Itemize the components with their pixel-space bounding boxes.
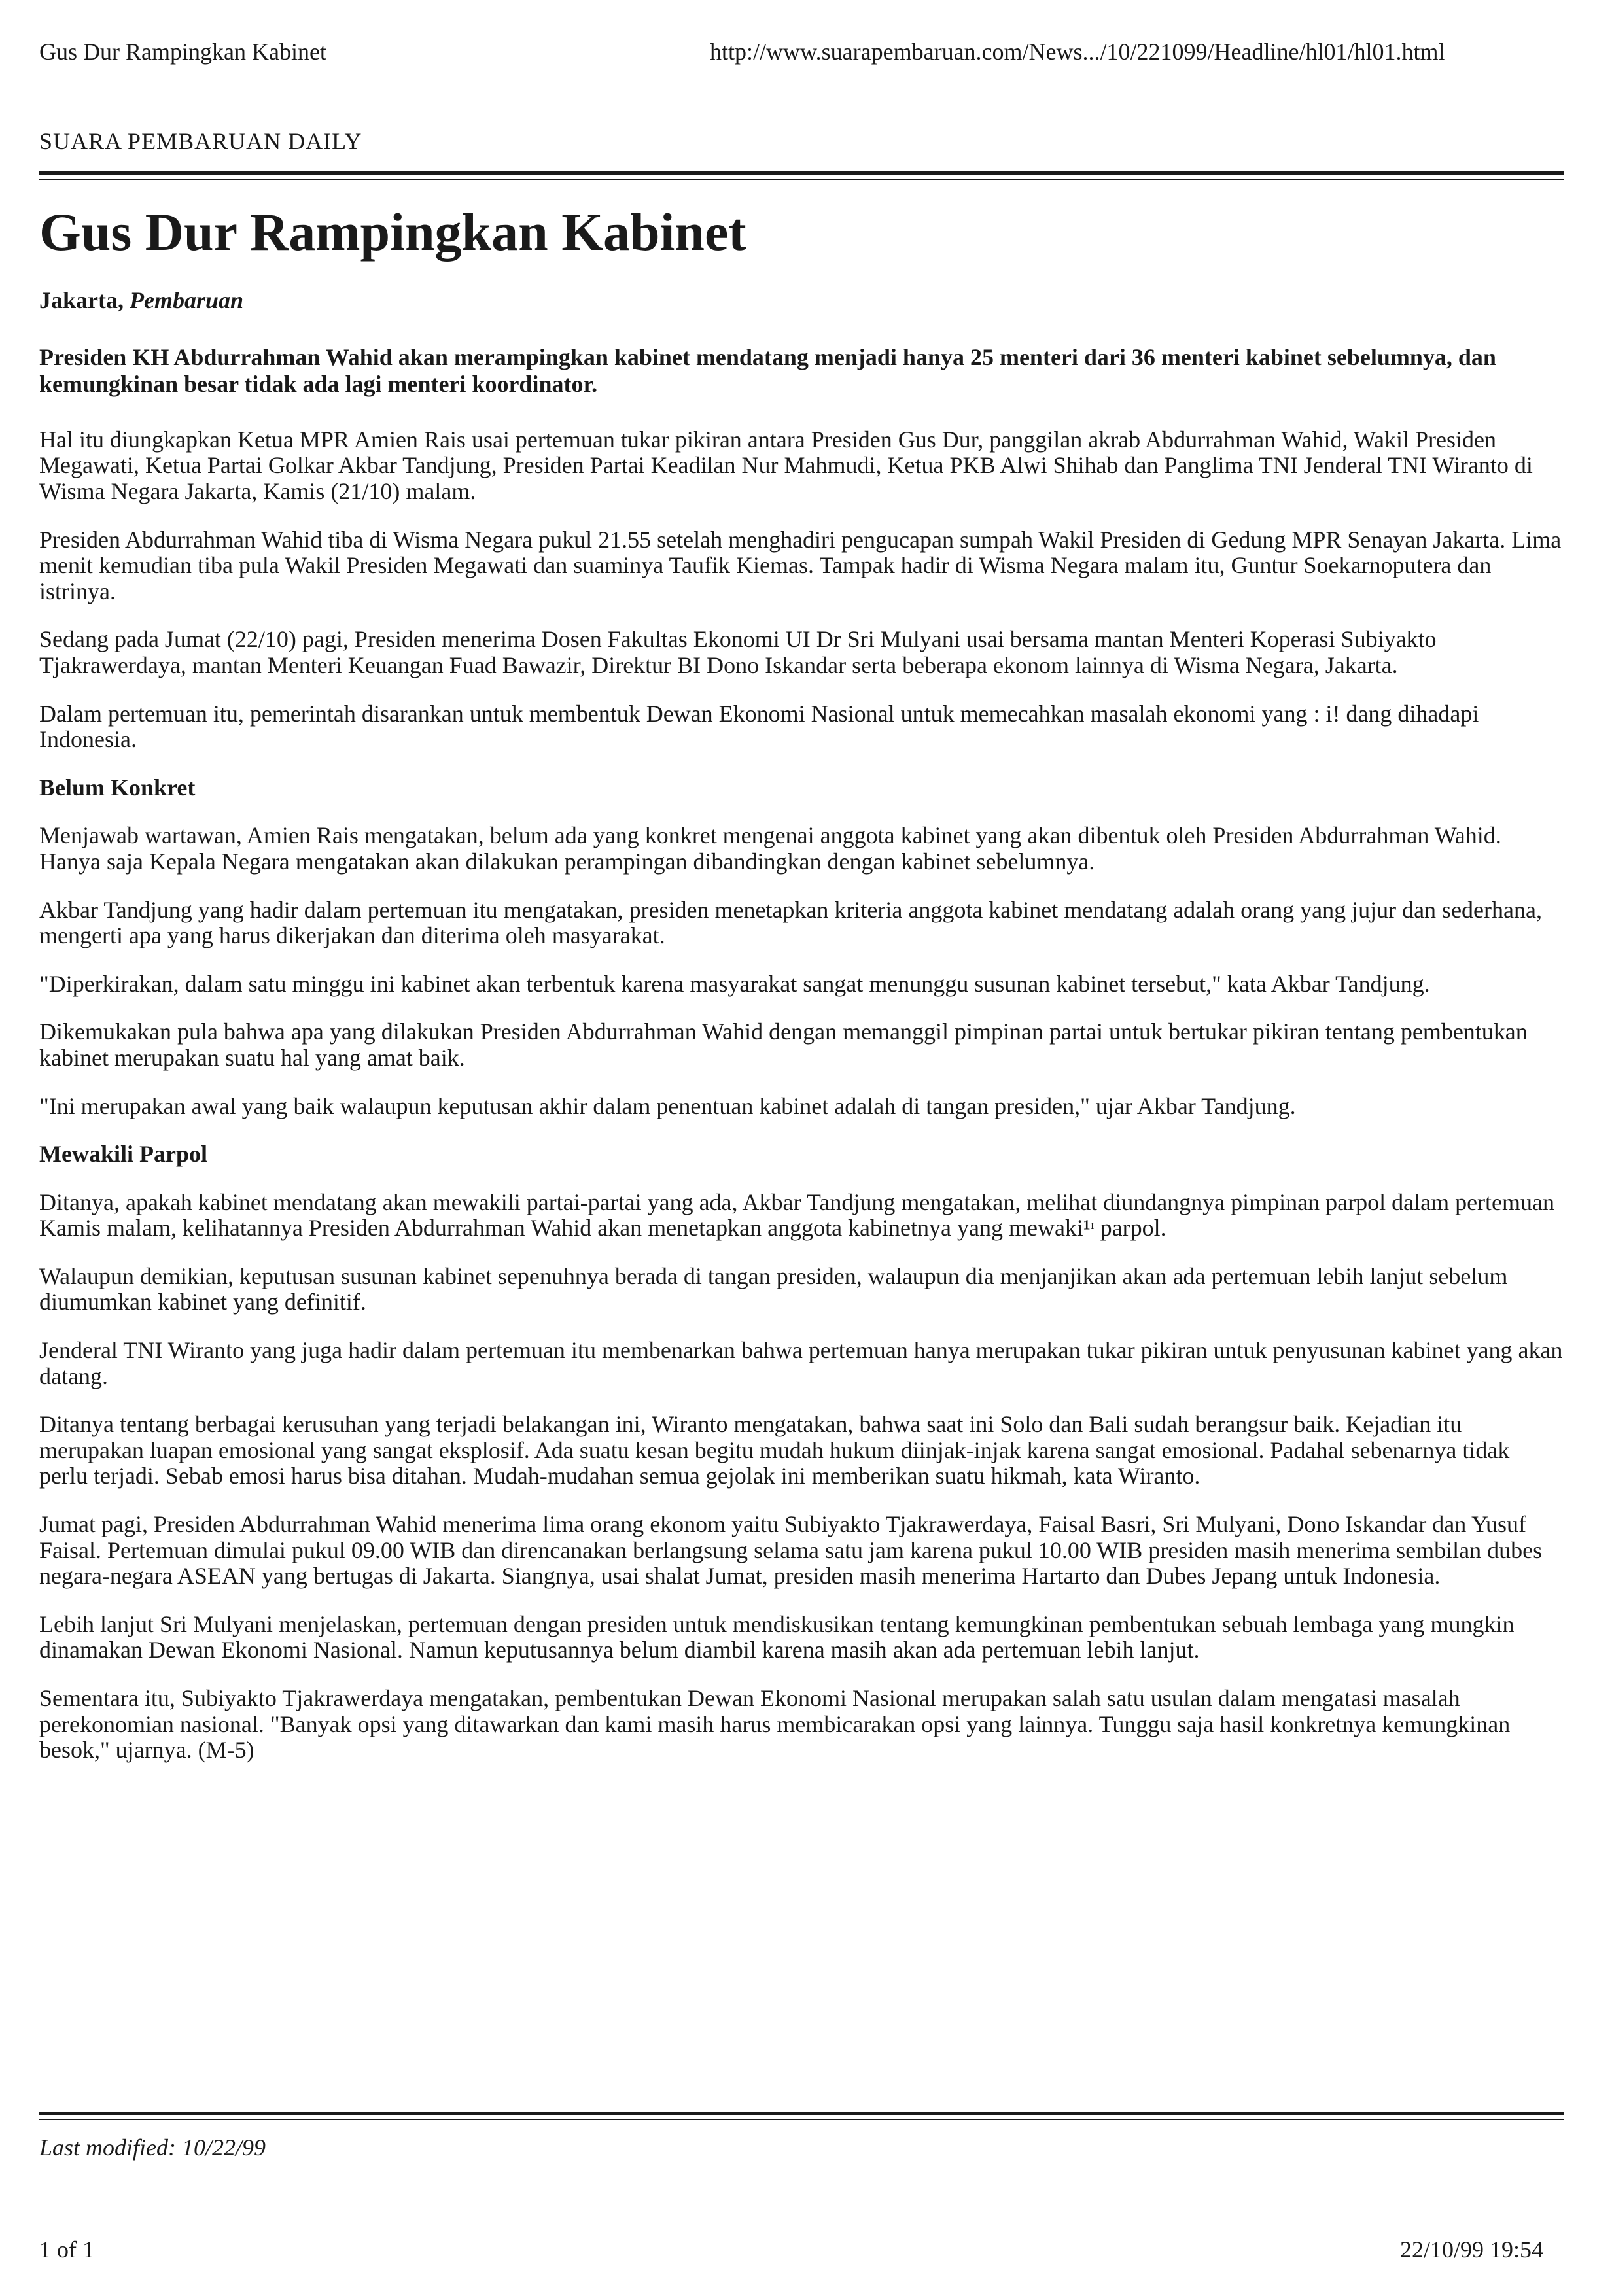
paragraph: Hal itu diungkapkan Ketua MPR Amien Rais usai pertemuan tukar pikiran antara Presiden Gus Dur, panggilan akrab Abdurrahman Wahid, Wakil Presiden Megawati, Ketua Partai Golkar Akbar Tandjung, Presiden Partai Keadilan Nur Mahmudi, Ketua PKB Alwi Shihab dan Panglima TNI Jenderal TNI Wiranto di Wisma Negara Jakarta, Kamis (21/10) malam. — [39, 426, 1533, 504]
bottom-rule — [39, 2112, 1564, 2115]
last-modified: Last modified: 10/22/99 — [39, 2134, 266, 2161]
top-rule — [39, 171, 1564, 175]
paragraph: "Diperkirakan, dalam satu minggu ini kabinet akan terbentuk karena masyarakat sangat menunggu susunan kabinet tersebut," kata Akbar Tandjung. — [39, 970, 1430, 997]
dateline-source: Pembaruan — [130, 287, 244, 314]
subheading-mewakili-parpol: Mewakili Parpol — [39, 1141, 207, 1168]
article-title: Gus Dur Rampingkan Kabinet — [39, 202, 746, 262]
top-rule-thin — [39, 179, 1564, 180]
bottom-rule-thin — [39, 2119, 1564, 2120]
paragraph: Walaupun demikian, keputusan susunan kabinet sepenuhnya berada di tangan presiden, walaupun dia menjanjikan akan ada pertemuan lebih lanjut sebelum diumumkan kabinet yang definitif. — [39, 1262, 1508, 1315]
paragraph: Dikemukakan pula bahwa apa yang dilakukan Presiden Abdurrahman Wahid dengan memanggil pimpinan partai untuk bertukar pikiran tentang pembentukan kabinet merupakan suatu hal yang amat baik. — [39, 1018, 1528, 1071]
publication-name: SUARA PEMBARUAN DAILY — [39, 128, 362, 154]
paragraph: Ditanya tentang berbagai kerusuhan yang terjadi belakangan ini, Wiranto mengatakan, bahwa saat ini Solo dan Bali sudah berangsur baik. Kejadian itu merupakan luapan emosional yang sangat eksplosif. Ada suatu kesan begitu mudah hukum diinjak-injak karena sangat emosional. Padahal sebenarnya tidak perlu terjadi. Sebab emosi harus bisa ditahan. Mudah-mudahan semua gejolak ini memberikan suatu hikmah, kata Wiranto. — [39, 1411, 1510, 1489]
paragraph: Sedang pada Jumat (22/10) pagi, Presiden menerima Dosen Fakultas Ekonomi UI Dr Sri Mulyani usai bersama mantan Menteri Koperasi Subiyakto Tjakrawerdaya, mantan Menteri Keuangan Fuad Bawazir, Direktur BI Dono Iskandar serta beberapa ekonom lainnya di Wisma Negara, Jakarta. — [39, 626, 1437, 678]
print-timestamp: 22/10/99 19:54 — [1400, 2236, 1544, 2263]
paragraph: Akbar Tandjung yang hadir dalam pertemuan itu mengatakan, presiden menetapkan kriteria anggota kabinet mendatang adalah orang yang jujur dan sederhana, mengerti apa yang harus dikerjakan dan diterima oleh masyarakat. — [39, 896, 1542, 949]
article-lead: Presiden KH Abdurrahman Wahid akan merampingkan kabinet mendatang menjadi hanya 25 menteri dari 36 menteri kabinet sebelumnya, dan kemungkinan besar tidak ada lagi menteri koordinator. — [39, 344, 1496, 397]
paragraph: Dalam pertemuan itu, pemerintah disarankan untuk membentuk Dewan Ekonomi Nasional untuk memecahkan masalah ekonomi yang : i! dang dihadapi Indonesia. — [39, 700, 1479, 753]
page-count: 1 of 1 — [39, 2236, 94, 2263]
paragraph: Jumat pagi, Presiden Abdurrahman Wahid menerima lima orang ekonom yaitu Subiyakto Tjakrawerdaya, Faisal Basri, Sri Mulyani, Dono Iskandar dan Yusuf Faisal. Pertemuan dimulai pukul 09.00 WIB dan direncanakan berlangsung selama satu jam karena pukul 10.00 WIB presiden masih menerima sembilan dubes negara-negara ASEAN yang bertugas di Jakarta. Siangnya, usai shalat Jumat, presiden masih menerima Hartarto dan Dubes Jepang untuk Indonesia. — [39, 1511, 1543, 1590]
print-header-title: Gus Dur Rampingkan Kabinet — [39, 39, 326, 65]
paragraph: Jenderal TNI Wiranto yang juga hadir dalam pertemuan itu membenarkan bahwa pertemuan hanya merupakan tukar pikiran untuk penyusunan kabinet yang akan datang. — [39, 1337, 1563, 1389]
paragraph: "Ini merupakan awal yang baik walaupun keputusan akhir dalam penentuan kabinet adalah di tangan presiden," ujar Akbar Tandjung. — [39, 1092, 1296, 1119]
print-header-url: http://www.suarapembaruan.com/News.../10/221099/Headline/hl01/hl01.html — [710, 39, 1445, 65]
dateline-place: Jakarta, — [39, 287, 124, 314]
article — [39, 203, 1564, 1786]
article-body — [39, 427, 1564, 1764]
paragraph: Menjawab wartawan, Amien Rais mengatakan, belum ada yang konkret mengenai anggota kabinet yang akan dibentuk oleh Presiden Abdurrahman Wahid. Hanya saja Kepala Negara mengatakan akan dilakukan perampingan dibandingkan dengan kabinet sebelumnya. — [39, 822, 1501, 875]
dateline — [39, 287, 1564, 314]
paragraph: Sementara itu, Subiyakto Tjakrawerdaya mengatakan, pembentukan Dewan Ekonomi Nasional merupakan salah satu usulan dalam mengatasi masalah perekonomian nasional. "Banyak opsi yang ditawarkan dan kami masih harus membicarakan opsi yang lainnya. Tunggu saja hasil konkretnya kemungkinan besok," ujarnya. (M-5) — [39, 1685, 1511, 1764]
paragraph: Lebih lanjut Sri Mulyani menjelaskan, pertemuan dengan presiden untuk mendiskusikan tentang kemungkinan pembentukan sebuah lembaga yang mungkin dinamakan Dewan Ekonomi Nasional. Namun keputusannya belum diambil karena masih akan ada pertemuan lebih lanjut. — [39, 1610, 1515, 1663]
paragraph: Ditanya, apakah kabinet mendatang akan mewakili partai-partai yang ada, Akbar Tandjung mengatakan, melihat diundangnya pimpinan parpol dalam pertemuan Kamis malam, kelihatannya Presiden Abdurrahman Wahid akan menetapkan anggota kabinetnya yang mewaki¹ᶦ parpol. — [39, 1189, 1555, 1242]
subheading-belum-konkret: Belum Konkret — [39, 774, 196, 801]
paragraph: Presiden Abdurrahman Wahid tiba di Wisma Negara pukul 21.55 setelah menghadiri pengucapan sumpah Wakil Presiden di Gedung MPR Senayan Jakarta. Lima menit kemudian tiba pula Wakil Presiden Megawati dan suaminya Taufik Kiemas. Tampak hadir di Wisma Negara malam itu, Guntur Soekarnoputera dan istrinya. — [39, 526, 1562, 604]
